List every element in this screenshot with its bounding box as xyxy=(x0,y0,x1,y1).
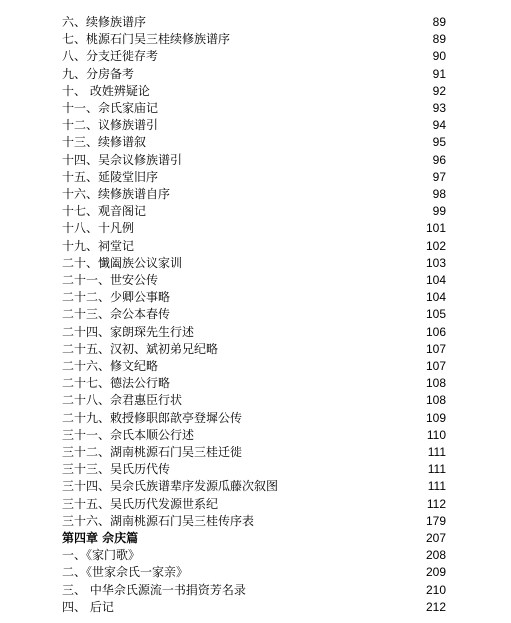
toc-entry-title: 二十八、佘君惠臣行状 xyxy=(62,393,183,408)
toc-entry xyxy=(62,169,446,186)
toc-entry-title: 四、 后记 xyxy=(62,599,114,614)
toc-entry-page-number: 208 xyxy=(425,548,446,563)
toc-entry-title: 十、 改姓辨疑论 xyxy=(62,83,150,98)
toc-entry-page-number: 112 xyxy=(426,496,446,511)
toc-entry-title: 第四章 佘庆篇 xyxy=(62,531,139,545)
toc-entry-page-number: 105 xyxy=(425,307,446,322)
toc-entry-title: 十六、续修族谱自序 xyxy=(62,187,171,201)
toc-entry-page-number: 209 xyxy=(425,565,446,580)
toc-entry-page-number: 104 xyxy=(425,290,446,305)
toc-entry-title: 三十四、吴佘氏族谱辈序发源瓜藤次叙图 xyxy=(62,479,279,494)
toc-entry-title: 一、《家门歌》 xyxy=(62,548,141,563)
toc-entry-page-number: 107 xyxy=(425,359,446,373)
toc-entry-page-number: 179 xyxy=(425,513,446,528)
toc-entry-page-number: 98 xyxy=(432,187,446,201)
toc-entry xyxy=(62,272,446,289)
toc-entry-title: 十四、吴佘议修族谱引 xyxy=(62,152,183,167)
toc-entry-page-number: 107 xyxy=(425,341,446,356)
toc-entry-title: 二十九、敕授修职郎歆亭登墀公传 xyxy=(62,410,243,425)
toc-entry-page-number: 104 xyxy=(425,273,446,287)
toc-entry-title: 三十二、湖南桃源石门吴三桂迁徙 xyxy=(62,445,243,459)
toc-entry xyxy=(62,358,446,375)
toc-entry-page-number: 90 xyxy=(432,49,446,64)
toc-entry xyxy=(62,100,446,117)
toc-entry xyxy=(62,31,446,48)
toc-entry xyxy=(62,496,446,513)
toc-entry-title: 三、 中华佘氏源流一书捐资芳名录 xyxy=(62,582,246,597)
toc-entry xyxy=(62,117,446,134)
toc-entry xyxy=(62,14,446,31)
toc-entry xyxy=(62,289,446,306)
toc-entry xyxy=(62,410,446,427)
toc-entry-title: 十五、延陵堂旧序 xyxy=(62,169,159,184)
toc-entry-title: 十七、观音阁记 xyxy=(62,204,147,219)
toc-entry-page-number: 89 xyxy=(432,15,446,29)
toc-entry xyxy=(62,427,446,444)
toc-entry-page-number: 97 xyxy=(432,169,446,184)
toc-entry-page-number: 92 xyxy=(432,83,446,98)
toc-entry-page-number: 108 xyxy=(425,376,446,391)
toc-entry-page-number: 96 xyxy=(432,152,446,167)
toc-entry-page-number: 103 xyxy=(425,255,446,270)
toc-entry-title: 二十七、德法公行略 xyxy=(62,376,171,391)
toc-entry xyxy=(62,513,446,530)
toc-entry-title: 三十六、湖南桃源石门吴三桂传序表 xyxy=(62,513,255,528)
toc-entry-title: 二十、懴阖族公议家训 xyxy=(62,255,183,270)
toc-entry xyxy=(62,324,446,341)
toc-entry xyxy=(62,547,446,564)
toc-entry-page-number: 91 xyxy=(432,66,446,81)
toc-entry-page-number: 93 xyxy=(432,101,446,115)
toc-entry-title: 二、《世家佘氏一家亲》 xyxy=(62,565,189,580)
toc-entry xyxy=(62,392,446,409)
toc-entry xyxy=(62,478,446,495)
toc-entry xyxy=(62,203,446,220)
toc-entry-title: 十二、议修族谱引 xyxy=(62,118,159,133)
toc-entry-page-number: 108 xyxy=(425,393,446,408)
toc-entry xyxy=(62,238,446,255)
toc-entry xyxy=(62,48,446,65)
toc-entry-title: 十八、十凡例 xyxy=(62,221,135,236)
toc-entry xyxy=(62,220,446,237)
toc-entry-title: 二十四、家朗琛先生行述 xyxy=(62,324,195,339)
toc-entry-title: 三十三、吴氏历代传 xyxy=(62,462,171,477)
toc-entry-page-number: 101 xyxy=(425,221,446,236)
toc-entry-title: 二十五、汉初、斌初弟兄纪略 xyxy=(62,341,219,356)
toc-entry xyxy=(62,599,446,616)
toc-entry xyxy=(62,375,446,392)
toc-entry-title: 二十三、佘公本春传 xyxy=(62,307,171,322)
toc-entry xyxy=(62,306,446,323)
toc-entry-title: 九、分房备考 xyxy=(62,66,135,81)
toc-entry xyxy=(62,83,446,100)
toc-entry-page-number: 102 xyxy=(425,238,446,253)
toc-entry-title: 十一、佘氏家庙记 xyxy=(62,101,159,115)
toc-entry-title: 二十二、少卿公事略 xyxy=(62,290,171,305)
toc-entry-page-number: 212 xyxy=(425,599,446,614)
toc-entry-page-number: 111 xyxy=(427,445,446,459)
toc-entry-page-number: 89 xyxy=(432,32,446,47)
toc-entry-page-number: 109 xyxy=(425,410,446,425)
toc-entry-page-number: 99 xyxy=(432,204,446,219)
toc-entry xyxy=(62,461,446,478)
toc-entry xyxy=(62,564,446,581)
toc-entry-title: 八、分支迁徙存考 xyxy=(62,49,159,64)
toc-entry xyxy=(62,152,446,169)
toc-entry-title: 二十一、世安公传 xyxy=(62,273,159,287)
toc-entry-title: 二十六、修文纪略 xyxy=(62,359,159,373)
toc-entry-page-number: 207 xyxy=(425,531,446,545)
toc-entry-title: 十九、祠堂记 xyxy=(62,238,135,253)
toc-entry-page-number: 94 xyxy=(432,118,446,133)
toc-entry-page-number: 210 xyxy=(425,582,446,597)
toc-entry-page-number: 111 xyxy=(427,462,446,477)
toc-entry-title: 三十一、佘氏本顺公行述 xyxy=(62,427,195,442)
toc-entry-page-number: 111 xyxy=(427,479,446,494)
toc-entry xyxy=(62,186,446,203)
toc-entry-title: 七、桃源石门吴三桂续修族谱序 xyxy=(62,32,231,47)
toc-entry xyxy=(62,341,446,358)
toc-entry-page-number: 95 xyxy=(432,135,446,150)
toc-entry-page-number: 106 xyxy=(425,324,446,339)
toc-entry-title: 六、续修族谱序 xyxy=(62,15,147,29)
toc-entry xyxy=(62,255,446,272)
toc-entry-page-number: 110 xyxy=(426,427,446,442)
chapter-heading xyxy=(62,530,446,547)
toc-entry xyxy=(62,582,446,599)
toc-entry xyxy=(62,66,446,83)
toc-entry-title: 三十五、吴氏历代发源世系纪 xyxy=(62,496,219,511)
toc-entry xyxy=(62,444,446,461)
toc-entry xyxy=(62,134,446,151)
toc-entry-title: 十三、续修谱叙 xyxy=(62,135,147,150)
